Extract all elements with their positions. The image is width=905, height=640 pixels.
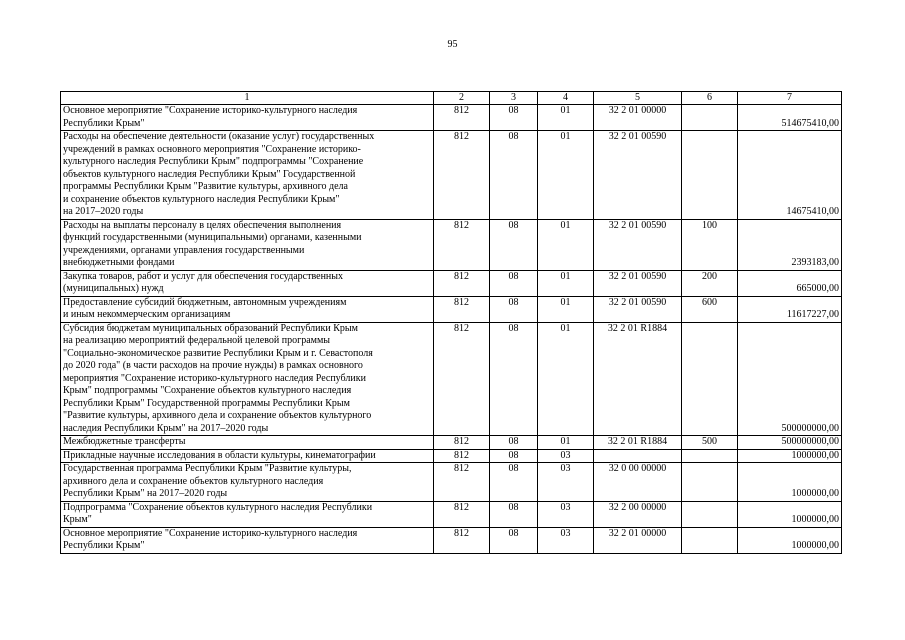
row-expense-type — [682, 463, 738, 502]
row-section: 08 — [490, 501, 538, 527]
row-target-article: 32 2 00 00000 — [594, 501, 682, 527]
row-admin-code: 812 — [434, 436, 490, 450]
row-target-article: 32 2 01 00000 — [594, 527, 682, 553]
row-expense-type: 600 — [682, 296, 738, 322]
row-section: 08 — [490, 131, 538, 220]
row-admin-code: 812 — [434, 219, 490, 270]
row-name — [61, 463, 434, 502]
row-subsection: 01 — [538, 219, 594, 270]
row-admin-code: 812 — [434, 501, 490, 527]
row-section: 08 — [490, 219, 538, 270]
row-name-text: Расходы на обеспечение деятельности (оказание услуг) государственных учреждений в рамках основного мероприятия "Сохранение историко- культурного наследия Республики Крым" подпрограммы "Сохранение объектов культурного наследия Республики Крым" Государственной программы Республики Крым "Развитие культуры, архивного дела и сохранение объектов культурного наследия Республики Крым" на 2017–2020 годы — [63, 131, 375, 217]
table-row — [61, 436, 842, 450]
table-header-row — [61, 92, 842, 105]
table-row — [61, 449, 842, 463]
row-name — [61, 219, 434, 270]
row-admin-code: 812 — [434, 296, 490, 322]
row-name-text: Основное мероприятие "Сохранение историко-культурного наследия Республики Крым" — [63, 527, 358, 551]
row-name-text: Межбюджетные трансферты — [63, 436, 186, 447]
row-section: 08 — [490, 270, 538, 296]
row-expense-type — [682, 322, 738, 436]
row-name-text: Государственная программа Республики Крым "Развитие культуры, архивного дела и сохранение объектов культурного наследия Республики Крым" на 2017–2020 годы — [63, 463, 352, 499]
row-target-article: 32 2 01 00590 — [594, 296, 682, 322]
row-amount: 1000000,00 — [738, 463, 842, 502]
row-target-article — [594, 449, 682, 463]
header-col-5: 5 — [594, 92, 682, 105]
header-col-4: 4 — [538, 92, 594, 105]
budget-table — [60, 91, 842, 554]
row-name-text: Закупка товаров, работ и услуг для обеспечения государственных (муниципальных) нужд — [63, 270, 344, 294]
header-col-7: 7 — [738, 92, 842, 105]
header-col-1: 1 — [61, 92, 434, 105]
row-admin-code: 812 — [434, 131, 490, 220]
row-section: 08 — [490, 463, 538, 502]
row-target-article: 32 2 01 R1884 — [594, 436, 682, 450]
table-row — [61, 270, 842, 296]
header-col-2: 2 — [434, 92, 490, 105]
row-expense-type — [682, 527, 738, 553]
header-col-3: 3 — [490, 92, 538, 105]
row-subsection: 01 — [538, 436, 594, 450]
row-amount: 665000,00 — [738, 270, 842, 296]
row-name — [61, 131, 434, 220]
row-subsection: 03 — [538, 527, 594, 553]
page-number: 95 — [447, 39, 458, 50]
row-name-text: Подпрограмма "Сохранение объектов культурного наследия Республики Крым" — [63, 501, 373, 525]
row-subsection: 03 — [538, 449, 594, 463]
row-admin-code: 812 — [434, 527, 490, 553]
row-target-article: 32 2 01 R1884 — [594, 322, 682, 436]
row-admin-code: 812 — [434, 105, 490, 131]
table-row — [61, 463, 842, 502]
row-name — [61, 501, 434, 527]
table-row — [61, 296, 842, 322]
row-amount: 514675410,00 — [738, 105, 842, 131]
row-admin-code: 812 — [434, 449, 490, 463]
row-subsection: 01 — [538, 131, 594, 220]
row-amount: 11617227,00 — [738, 296, 842, 322]
row-target-article: 32 2 01 00000 — [594, 105, 682, 131]
row-name — [61, 449, 434, 463]
table-row — [61, 501, 842, 527]
row-admin-code: 812 — [434, 270, 490, 296]
row-section: 08 — [490, 527, 538, 553]
row-section: 08 — [490, 105, 538, 131]
row-amount: 14675410,00 — [738, 131, 842, 220]
row-name — [61, 270, 434, 296]
row-amount: 1000000,00 — [738, 449, 842, 463]
row-expense-type — [682, 501, 738, 527]
row-name-text: Предоставление субсидий бюджетным, автономным учреждениям и иным некоммерческим организациям — [63, 296, 347, 320]
row-amount: 2393183,00 — [738, 219, 842, 270]
row-name — [61, 105, 434, 131]
row-target-article: 32 2 01 00590 — [594, 270, 682, 296]
row-amount: 1000000,00 — [738, 527, 842, 553]
row-name-text: Расходы на выплаты персоналу в целях обеспечения выполнения функций государственными (муниципальными) органами, казенными учреждениями, органами управления государственными внебюджетными фондами — [63, 219, 362, 268]
row-section: 08 — [490, 296, 538, 322]
row-amount: 500000000,00 — [738, 322, 842, 436]
table-row — [61, 527, 842, 553]
table-row — [61, 322, 842, 436]
row-name — [61, 436, 434, 450]
row-expense-type: 100 — [682, 219, 738, 270]
row-name — [61, 296, 434, 322]
row-expense-type: 500 — [682, 436, 738, 450]
row-expense-type — [682, 131, 738, 220]
row-admin-code: 812 — [434, 463, 490, 502]
row-expense-type: 200 — [682, 270, 738, 296]
row-target-article: 32 0 00 00000 — [594, 463, 682, 502]
row-section: 08 — [490, 436, 538, 450]
row-subsection: 03 — [538, 463, 594, 502]
row-target-article: 32 2 01 00590 — [594, 219, 682, 270]
row-expense-type — [682, 449, 738, 463]
row-subsection: 01 — [538, 105, 594, 131]
row-subsection: 01 — [538, 322, 594, 436]
row-amount: 500000000,00 — [738, 436, 842, 450]
row-name-text: Основное мероприятие "Сохранение историко-культурного наследия Республики Крым" — [63, 105, 358, 129]
row-section: 08 — [490, 322, 538, 436]
table-row — [61, 219, 842, 270]
row-section: 08 — [490, 449, 538, 463]
row-subsection: 03 — [538, 501, 594, 527]
row-admin-code: 812 — [434, 322, 490, 436]
row-name-text: Субсидия бюджетам муниципальных образований Республики Крым на реализацию мероприятий федеральной целевой программы "Социально-экономическое развитие Республики Крым и г. Севастополя до 2020 года" (в части расходов на прочие нужды) в рамках основного мероприятия "Сохранение историко-культурного наследия Республики Крым" подпрограммы "Сохранение объектов культурного наследия Республики Крым" Государственной программы Республики Крым "Развитие культуры, архивного дела и сохранение объектов культурного наследия Республики Крым" на 2017–2020 годы — [63, 322, 373, 434]
row-expense-type — [682, 105, 738, 131]
row-subsection: 01 — [538, 270, 594, 296]
table-row — [61, 105, 842, 131]
header-col-6: 6 — [682, 92, 738, 105]
row-name — [61, 527, 434, 553]
row-name — [61, 322, 434, 436]
table-row — [61, 131, 842, 220]
row-target-article: 32 2 01 00590 — [594, 131, 682, 220]
row-amount: 1000000,00 — [738, 501, 842, 527]
row-name-text: Прикладные научные исследования в области культуры, кинематографии — [63, 449, 376, 461]
row-subsection: 01 — [538, 296, 594, 322]
